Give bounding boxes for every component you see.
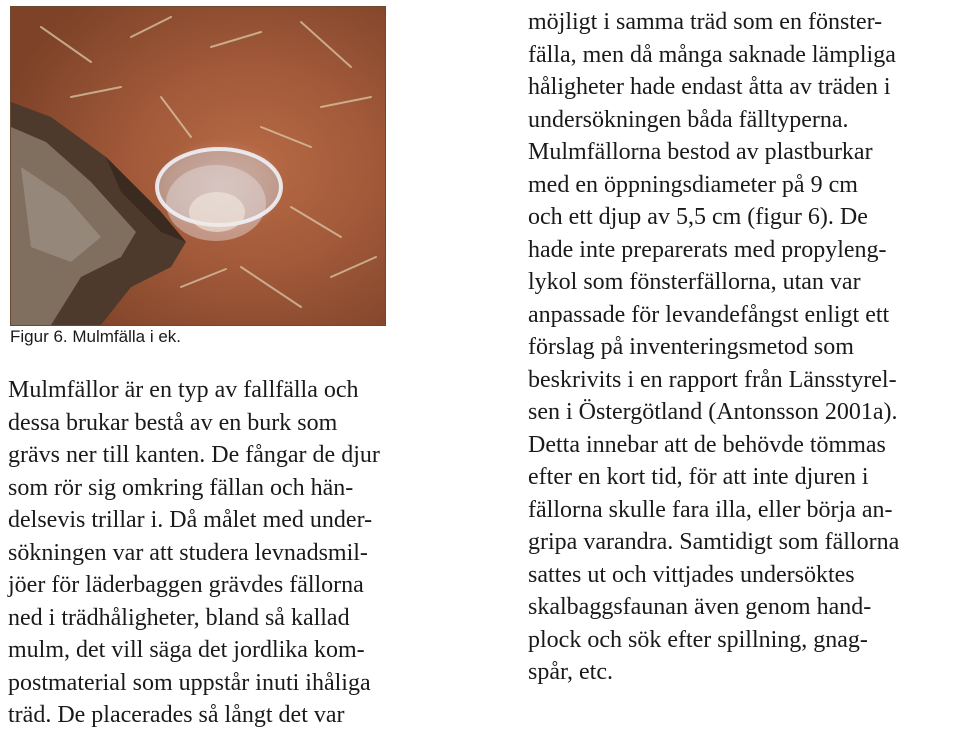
text-line: undersökningen båda fälltyperna.: [528, 106, 849, 133]
text-line: sen i Östergötland (Antonsson 2001a).: [528, 399, 898, 425]
text-line: lykol som fönsterfällorna, utan var: [528, 269, 861, 295]
figure-caption: Figur 6. Mulmfälla i ek.: [10, 327, 181, 346]
text-line: ned i trädhåligheter, bland så kallad: [8, 604, 350, 631]
text-line: träd. De placerades så långt det var: [8, 702, 345, 728]
text-line: håligheter hade endast åtta av träden i: [528, 74, 891, 100]
text-line: hade inte preparerats med propyleng-: [528, 236, 887, 263]
text-line: spår, etc.: [528, 659, 613, 685]
text-line: plock och sök efter spillning, gnag-: [528, 626, 868, 653]
tree-bark: [11, 102, 186, 325]
text-line: som rör sig omkring fällan och hän-: [8, 474, 354, 501]
text-line: sökningen var att studera levnadsmil-: [8, 539, 368, 566]
text-line: Detta innebar att de behövde tömmas: [528, 431, 886, 458]
text-line: med en öppningsdiameter på 9 cm: [528, 171, 858, 198]
text-line: mulm, det vill säga det jordlika kom-: [8, 637, 365, 663]
figure-photo-pitfall-trap: [10, 6, 386, 326]
text-line: delsevis trillar i. Då målet med under-: [8, 507, 373, 533]
text-line: skalbaggsfaunan även genom hand-: [528, 594, 872, 620]
text-line: efter en kort tid, för att inte djuren i: [528, 464, 869, 490]
plastic-cup-trap: [157, 149, 281, 241]
text-line: postmaterial som uppstår inuti ihåliga: [8, 669, 371, 696]
text-line: fälla, men då många saknade lämpliga: [528, 41, 896, 68]
text-line: och ett djup av 5,5 cm (figur 6). De: [528, 204, 868, 230]
text-line: Mulmfällorna bestod av plastburkar: [528, 139, 873, 165]
text-line: beskrivits i en rapport från Länsstyrel-: [528, 366, 897, 393]
right-text-column: [528, 6, 899, 689]
text-line: jöer för läderbaggen grävdes fällorna: [8, 572, 364, 598]
text-line: sattes ut och vittjades undersöktes: [528, 561, 855, 588]
text-line: dessa brukar bestå av en burk som: [8, 409, 338, 436]
text-line: Mulmfällor är en typ av fallfälla och: [8, 377, 359, 403]
left-text-column: [8, 374, 380, 732]
text-line: anpassade för levandefångst enligt ett: [528, 301, 890, 328]
text-line: förslag på inventeringsmetod som: [528, 334, 854, 360]
text-line: fällorna skulle fara illa, eller börja an-: [528, 496, 893, 523]
trap-photo-illustration: [11, 7, 385, 325]
text-line: gripa varandra. Samtidigt som fällorna: [528, 529, 900, 555]
text-line: möjligt i samma träd som en fönster-: [528, 9, 883, 35]
text-line: grävs ner till kanten. De fångar de djur: [8, 442, 380, 468]
